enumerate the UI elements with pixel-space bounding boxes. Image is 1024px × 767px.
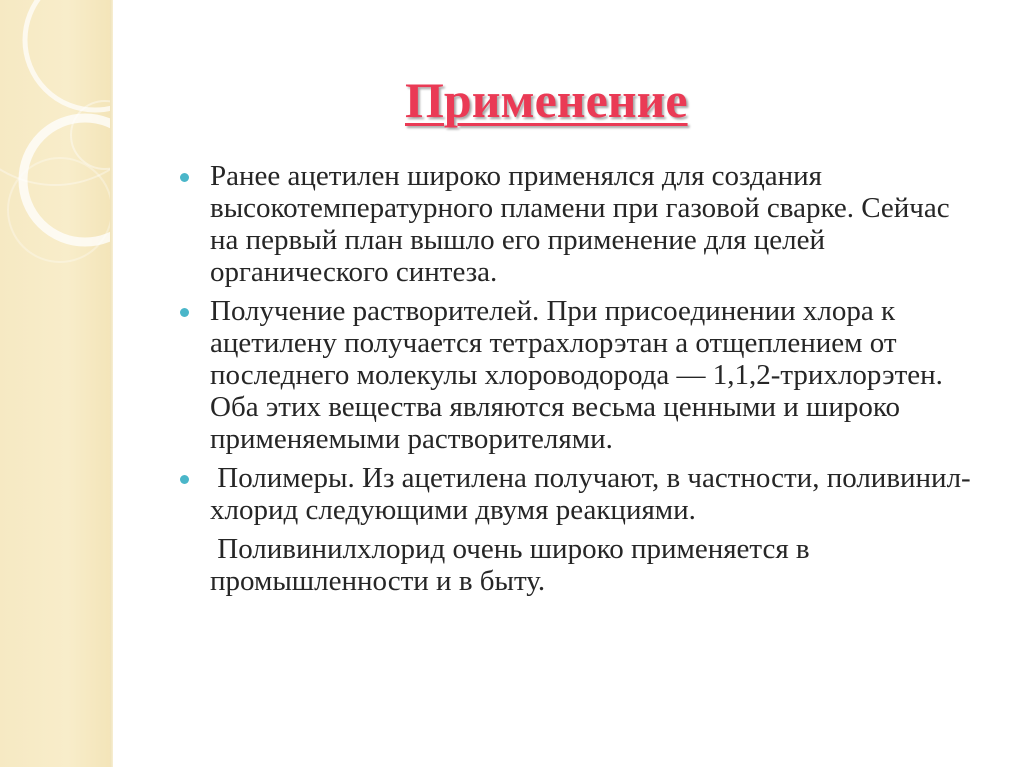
- list-item-3: [180, 533, 980, 597]
- band-edge: [110, 0, 113, 767]
- list-item-text: Полимеры. Из ацетилена получают, в частности, поливинил-хлорид следующими двумя реакциями.: [210, 462, 971, 526]
- list-item-text: Поливинилхлорид очень широко применяется в промышленности и в быту.: [210, 533, 810, 597]
- list-item-1: [180, 295, 980, 455]
- bullet-dot-icon: [180, 475, 189, 484]
- list-item-text: Получение растворителей. При присоединении хлора к ацетилену получается тетрахлорэтан а отщеплением от последнего молекулы хлороводорода — 1,1,2-трихлорэтен. Оба этих вещества являются весьма ценными и широко применяемыми растворителями.: [210, 295, 943, 455]
- slide-title: Применение: [405, 72, 688, 128]
- decorative-left-band: [0, 0, 113, 767]
- decorative-circles: [0, 0, 113, 767]
- bullet-dot-icon: [180, 308, 189, 317]
- list-item-text: Ранее ацетилен широко применялся для создания высокотемпературного пламени при газовой сварке. Сейчас на первый план вышло его применение для целей органического синтеза.: [210, 160, 950, 288]
- list-item-2: [180, 462, 980, 526]
- slide-content: [180, 160, 980, 604]
- bullet-dot-icon: [180, 173, 189, 182]
- list-item-0: [180, 160, 980, 288]
